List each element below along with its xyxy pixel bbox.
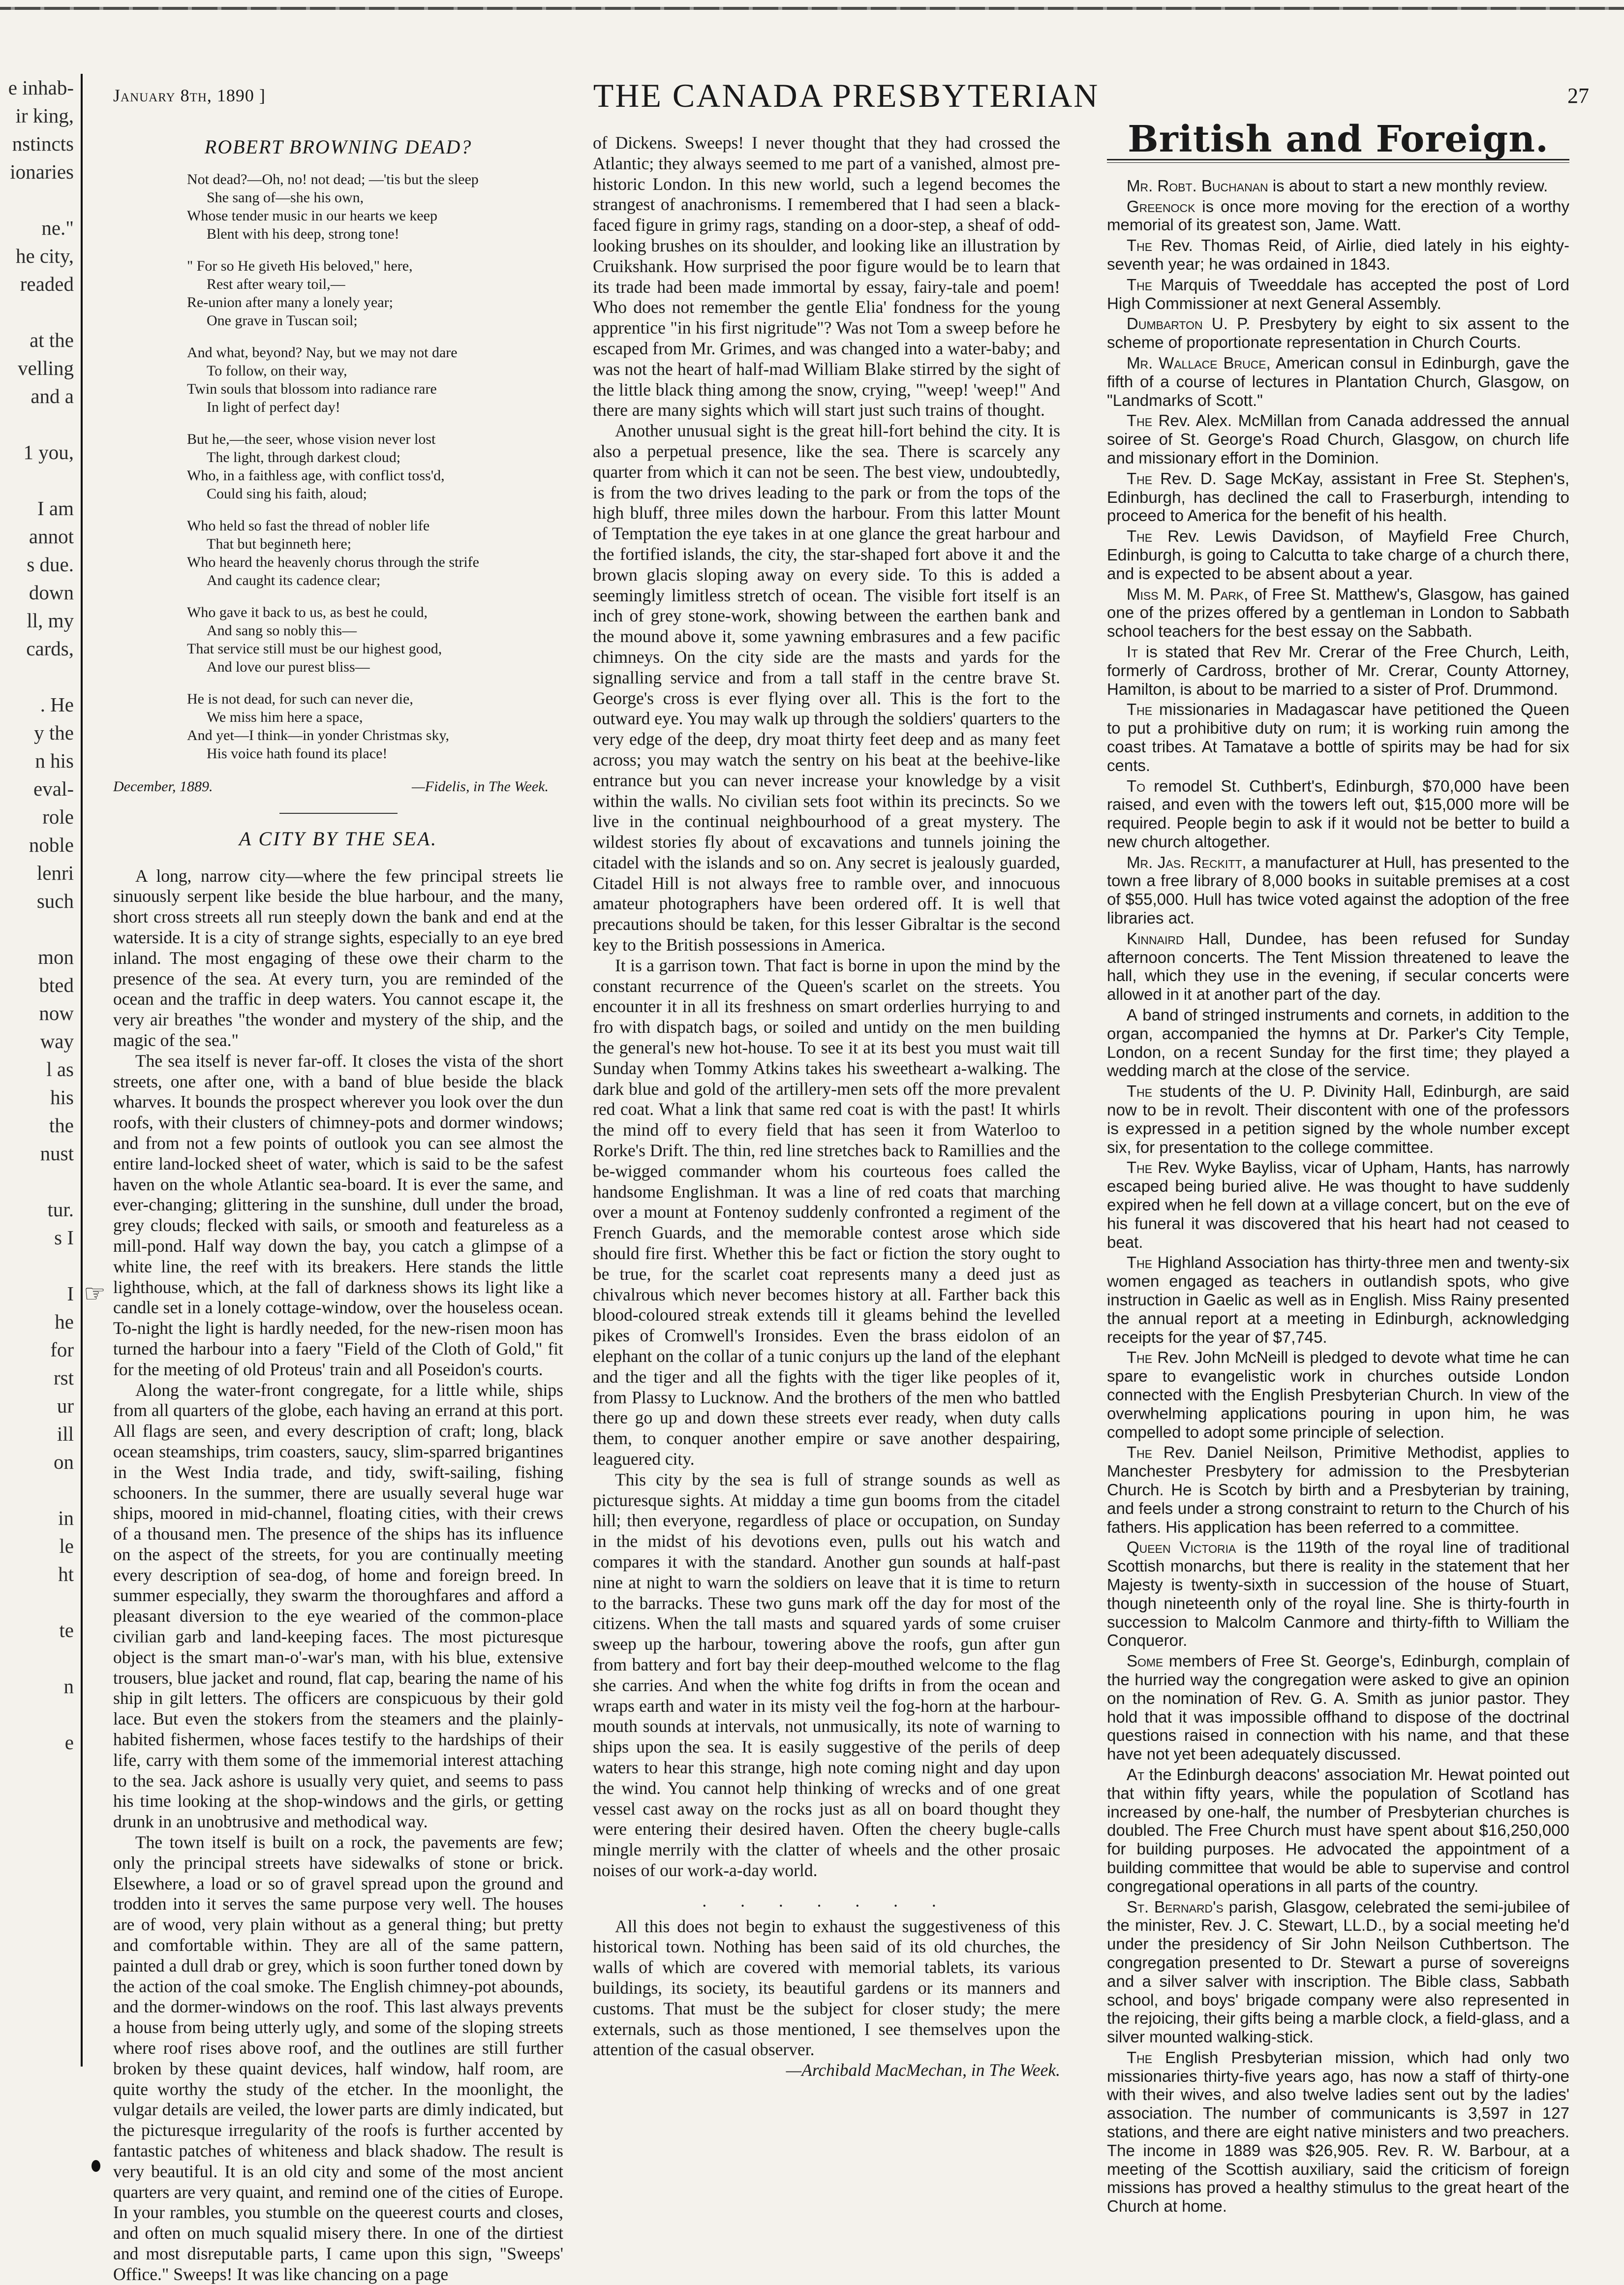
- news-item-text: U. P. Presbytery by eight to six assent to the scheme of proportionate representation in Church Courts.: [1107, 314, 1569, 352]
- news-item-text: Marquis of Tweeddale has accepted the post of Lord High Commissioner at next General Assembly.: [1107, 275, 1569, 312]
- article-part-2: [593, 133, 1060, 1881]
- news-item: [1107, 853, 1569, 927]
- news-item: [1107, 527, 1569, 583]
- news-item-text: missionaries in Madagascar have petitioned the Queen to put a prohibitive duty on rum; it is working ruin among the coast tribes. At Tamatave a bottle of spirits may be had for six cents.: [1107, 700, 1569, 774]
- poem-body: [113, 170, 563, 763]
- news-item: [1107, 1082, 1569, 1156]
- poem-line: Who, in a faithless age, with conflict toss'd,: [187, 467, 445, 484]
- poem-line: In light of perfect day!: [207, 399, 340, 415]
- news-item-lead: It: [1127, 642, 1138, 661]
- news-item-lead: The: [1127, 1348, 1153, 1367]
- news-item-text: is once more moving for the erection of a worthy memorial of its greatest son, Jame. Watt.: [1107, 197, 1569, 234]
- news-item-lead: Mr. Wallace Bruce: [1127, 353, 1266, 372]
- poem-line: Rest after weary toil,—: [207, 276, 345, 292]
- news-item-text: Rev. Thomas Reid, of Airlie, died lately in his eighty-seventh year; he was ordained in 1843.: [1107, 236, 1569, 273]
- news-item: [1107, 1158, 1569, 1251]
- news-item: [1107, 177, 1569, 195]
- news-item-text: Rev. John McNeill is pledged to devote what time he can spare to evangelistic work in churches outside London connected with the English Presbyterian Church. In view of the overwhelming applications pouring in upon him, he was compelled to adopt some principle of selection.: [1107, 1348, 1569, 1441]
- column-2: [593, 133, 1060, 2081]
- poem-line: He is not dead, for such can never die,: [187, 690, 413, 707]
- news-item: [1107, 1443, 1569, 1536]
- poem-line: But he,—the seer, whose vision never lost: [187, 431, 436, 447]
- news-item: [1107, 411, 1569, 467]
- poem-line: One grave in Tuscan soil;: [207, 312, 358, 329]
- news-item-lead: A: [1127, 1006, 1138, 1024]
- news-item-lead: The: [1127, 469, 1153, 488]
- poem-line: And yet—I think—in yonder Christmas sky,: [187, 727, 450, 743]
- article-signature: —Archibald MacMechan, in The Week.: [786, 2060, 1060, 2080]
- news-item-lead: Miss M. M. Park: [1127, 585, 1244, 603]
- article-paragraph: The town itself is built on a rock, the pavements are few; only the principal streets have sidewalks of stone or brick. Elsewhere, a load or so of gravel spread upon the ground and trodden into it serves the same purpose very well. The houses are of wood, very plain without as a general thing; but pretty and comfortable within. They are all of the same pattern, painted a dull drab or grey, which is soon further toned down by the action of the coal smoke. The English chimney-pot abounds, and the dormer-windows on the roof. This last always prevents a house from being utterly ugly, and some of the sloping streets where roof rises above roof, and the outlines are still further broken by these quaint devices, half window, half room, are quite worthy the study of the etcher. In the moonlight, the vulgar details are veiled, the lower parts are dimly indicated, but the picturesque irregularity of the roofs is further accented by fantastic patches of whiteness and black shadow. The result is very beautiful. It is an old city and some of the most ancient quarters are very quaint, and remind one of the cities of Europe. In your rambles, you stumble on the queerest courts and closes, and often on much squalid misery there. In one of the dirtiest and most disreputable parts, I came upon this sign, "Sweeps' Office." Sweeps! It was like chancing on a page: [113, 1832, 563, 2284]
- news-item-text: band of stringed instruments and cornets, in addition to the organ, accompanied the hymns at Dr. Parker's City Temple, London, on a recent Sunday for the first time; they played a wedding march at the close of the service.: [1107, 1006, 1569, 1080]
- poem-line: " For so He giveth His beloved," here,: [187, 257, 413, 274]
- poem-line: Who gave it back to us, as best he could,: [187, 604, 428, 620]
- article-paragraph: It is a garrison town. That fact is borne in upon the mind by the constant recurrence of the Queen's scarlet on the streets. You encounter it in all its freshness on smart orderlies hurrying to and fro with dispatch bags, or soiled and untidy on the men building the general's new hot-house. To see it at its best you must wait till Sunday when Tommy Atkins takes his sweetheart a-walking. The dark blue and gold of the artillery-men sets off the more prevalent red coat. What a link that same red coat is with the past! It whirls the mind off to every field that has seen it from Waterloo to Rorke's Drift. The thin, red line stretches back to Ramillies and the be-wigged commander whom his courteous foes called the handsome Englishman. It was a line of red coats that marching over a mount at Fontenoy suddenly confronted a regiment of the French Guards, and the memorable contest arose which side should fire first. Whether this be fact or fiction the story ought to be true, for the scarlet coat represents many a deed just as chivalrous which never becomes history at all. Farther back this blood-coloured streak extends till it gleams behind the levelled pikes of Cromwell's Ironsides. Even the brass eidolon of an elephant on the collar of a tunic conjurs up the land of the elephant and the tiger and all the fights with the tiger like peoples of it, from Plassy to Lucknow. And the brothers of the men who battled there go up and down these streets ever ready, when duty calls them, to conquer another empire or save another despairing, leaguered city.: [593, 955, 1060, 1469]
- poem-line: Blent with his deep, strong tone!: [207, 225, 399, 242]
- separator-rule: [279, 813, 398, 814]
- news-item-text: is stated that Rev Mr. Crerar of the Free Church, Leith, formerly of Cardross, brother of Mr. Crerar, County Attorney, Hamilton, is about to be married to a sister of Prof. Drummond.: [1107, 642, 1569, 698]
- section-dots: . . . . . . .: [702, 1890, 951, 1911]
- news-item-lead: St. Bernard's: [1127, 1897, 1224, 1916]
- news-item: [1107, 1253, 1569, 1346]
- news-item-text: , a manufacturer at Hull, has presented to the town a free library of 8,000 books in suitable premises at a cost of $55,000. Hull has twice voted against the adoption of the free libraries act.: [1107, 853, 1569, 927]
- poem-line: And love our purest bliss—: [207, 658, 370, 675]
- news-item-text: is the 119th of the royal line of traditional Scottish monarchs, but there is reality in the statement that her Majesty is twenty-sixth in succession of the house of Stuart, though nineteenth only of the royal line. She is thirty-fourth in succession to Malcolm Canmore and thirty-fifth to William the Conqueror.: [1107, 1538, 1569, 1650]
- news-item-text: Rev. Alex. McMillan from Canada addressed the annual soiree of St. George's Road Church, Glasgow, on church life and missionary effort in the Dominion.: [1107, 411, 1569, 467]
- margin-mark: ☞: [84, 1280, 106, 1307]
- news-item-text: is about to start a new monthly review.: [1268, 176, 1548, 195]
- section-title: British and Foreign.: [1128, 118, 1549, 160]
- news-item: [1107, 777, 1569, 851]
- news-item: [1107, 197, 1569, 235]
- poem-line: And what, beyond? Nay, but we may not dare: [187, 344, 458, 361]
- article-paragraph: Along the water-front congregate, for a little while, ships from all quarters of the globe, each having an errand at this port. All flags are seen, and every description of craft; long, black ocean steamships, trim coasters, saucy, slim-sparred brigantines in the West India trade, and tidy, swift-sailing, fishing schooners. In the summer, there are usually several huge war ships, moored in mid-channel, floating cities, with their crews of a thousand men. The presence of the ships has its influence on the aspect of the streets, for you are continually meeting every description of sea-dog, of home and foreign breed. In summer especially, they swarm the thoroughfares and afford a pleasant diversion to the eye wearied of the common-place civilian garb and land-keeping faces. The most picturesque object is the smart man-o'-war's man, with his blue, extensive trousers, blue jacket and round, flat cap, bearing the name of his ship in gilt letters. The officers are conspicuous by their gold lace. But even the stokers from the steamers and the plainly-habited fishermen, whose faces testify to the hardships of their life, carry with them some of the immemorial interest attaching to the sea. Jack ashore is usually very quiet, and seems to pass his time looking at the shop-windows and the girls, or getting drunk in an unobtrusive and methodical way.: [113, 1380, 563, 1832]
- poem-footer: [113, 776, 563, 798]
- news-item-text: Rev. Wyke Bayliss, vicar of Upham, Hants, has narrowly escaped being buried alive. He was thought to have suddenly expired when he fell down at a village concert, but on the eve of his funeral it was discovered that his heart had not ceased to beat.: [1107, 1158, 1569, 1251]
- news-item: [1107, 469, 1569, 525]
- news-item-text: Rev. Daniel Neilson, Primitive Methodist, applies to Manchester Presbytery for admission to the Presbyterian Church. He is Scotch by birth and a Presbyterian by training, and feels under a strong constraint to return to the Church of his fathers. His application has been referred to a committee.: [1107, 1443, 1569, 1536]
- issue-date: January 8th, 1890 ]: [113, 86, 266, 105]
- news-item: [1107, 1898, 1569, 2046]
- news-item-lead: The: [1127, 700, 1153, 719]
- masthead-title: THE CANADA PRESBYTERIAN: [593, 77, 1100, 114]
- poem-line: And caught its cadence clear;: [207, 572, 381, 588]
- news-item-text: remodel St. Cuthbert's, Edinburgh, $70,000 have been raised, and even with the towers left out, $15,000 more will be required. People begin to ask if it would not be better to build a new church altogether.: [1107, 776, 1569, 851]
- news-item-lead: Greenock: [1127, 197, 1195, 216]
- page-number: 27: [1567, 84, 1589, 108]
- poem-stanza: [187, 603, 563, 676]
- news-item-lead: Mr. Robt. Buchanan: [1127, 176, 1268, 195]
- news-item-lead: The: [1127, 236, 1153, 255]
- poem-line: And sang so nobly this—: [207, 622, 357, 639]
- news-item-lead: Mr. Jas. Reckitt: [1127, 853, 1242, 871]
- news-items: [1107, 177, 1569, 2216]
- news-item-lead: Dumbarton: [1127, 314, 1203, 333]
- news-item-lead: To: [1127, 776, 1146, 795]
- news-item-lead: The: [1127, 1443, 1153, 1462]
- news-item: [1107, 276, 1569, 313]
- news-item: [1107, 1538, 1569, 1650]
- poem-line: Not dead?—Oh, no! not dead; —'tis but the sleep: [187, 171, 479, 187]
- previous-page-fragment: e inhab- ir king, nstincts ionaries ne." he city, readed at the velling and a 1 you, I am annot s due. down ll, my cards, . He y the n his eval- role noble lenri such mon bted now way l as his the nust tur. s I I he for rst ur ill on in le ht te n e: [8, 76, 74, 1754]
- poem-line: His voice hath found its place!: [207, 745, 388, 762]
- poem-date: December, 1889.: [113, 778, 213, 795]
- article-paragraph: Another unusual sight is the great hill-fort behind the city. It is also a perpetual presence, like the sea. There is scarcely any quarter from which it can not be seen. The best view, undoubtedly, is from the two drives leading to the park or from the tops of the high bluff, three miles down the harbour. From this latter Mount of Temptation the eye takes in at one glance the great harbour and the fortified islands, the city, the star-shaped fort above it and the brown glacis sloping away on every side. To this is added a seemingly limitless stretch of ocean. The visible fort itself is an inch of grey stone-work, showing between the earthen bank and the mound above it, some yawning embrasures and a few pacific chimneys. On the city side are the masts and yards for the signalling service and from a tall staff in the centre brave St. George's cross is ever flying over all. This is the fort to the outward eye. You may walk up through the soldiers' quarters to the very edge of the deep, dry moat thirty feet deep and as many feet across; you may watch the sentry on his beat at the beehive-like entrance but you can never increase your knowledge by a visit within the walls. No civilian sets foot within its precincts. So we live in the continual neighbourhood of a great mystery. The wildest stories fly about of excavations and tunnels joining the citadel with the islands and so on. Any secret is jealously guarded, Citadel Hill is not always free to ramble over, and innocuous amateur photographers have been ordered off. It is well that precautions should be taken, for this lesser Gibraltar is the second key to the British possessions in America.: [593, 421, 1060, 955]
- news-item: [1107, 1652, 1569, 1763]
- news-item-lead: At: [1127, 1765, 1145, 1784]
- poem-stanza: [187, 430, 563, 503]
- article-paragraph: The sea itself is never far-off. It closes the vista of the short streets, one after one, with a band of blue beside the black wharves. It bounds the prospect wherever you look over the dun roofs, with their clusters of chimney-pots and dormer windows; and from not a few points of outlook you can see almost the entire land-locked sheet of water, which is said to be the safest haven on the whole Atlantic sea-board. It is ever the same, and ever-changing; glittering in the sunshine, dull under the broad, grey clouds; flecked with sails, or smooth and featureless as a mill-pond. Half way down the bay, you catch a glimpse of a white line, the reef with its breakers. Here stands the little lighthouse, which, at the fall of darkness shows its light like a candle set in a lonely cottage-window, over the houseless ocean. To-night the light is hardly needed, for the new-risen moon has turned the harbour into a faery "Field of the Cloth of Gold," fit for the meeting of old Proteus' train and all Poseidon's courts.: [113, 1050, 563, 1379]
- news-item-text: Hall, Dundee, has been refused for Sunday afternoon concerts. The Tent Mission threatened to leave the hall, which they use in the evening, if secular concerts were allowed in it at another part of the day.: [1107, 929, 1569, 1004]
- news-item: [1107, 585, 1569, 641]
- poem-stanza: [187, 343, 563, 416]
- article-paragraph: A long, narrow city—where the few principal streets lie sinuously serpent like beside the blue harbour, and the many, short cross streets all run steeply down the bank and end at the waterside. It is a city of strange sights, especially to an eye bred inland. The most engaging of these owe their charm to the presence of the sea. At every turn, you are reminded of the ocean and the traffic in deep waters. You cannot escape it, the very air breathes "the wonder and mystery of the ship, and the magic of the sea.": [113, 865, 563, 1050]
- news-item: [1107, 700, 1569, 774]
- top-border: [0, 7, 1624, 10]
- poem-line: Twin souls that blossom into radiance rare: [187, 380, 437, 397]
- news-item-text: Highland Association has thirty-three men and twenty-six women engaged as teachers in outlandish spots, who give instruction in Gaelic as well as in English. Miss Rainy presented the annual report at a meeting in Edinburgh, acknowledging receipts for the year of $7,745.: [1107, 1253, 1569, 1346]
- news-item-text: English Presbyterian mission, which had only two missionaries thirty-five years ago, has now a staff of thirty-one with their wives, and also twelve ladies sent out by the ladies' association. The number of communicants is 3,597 in 127 stations, and there are eight native ministers and two preachers. The income in 1889 was $26,905. Rev. R. W. Barbour, at a meeting of the Scottish auxiliary, said the criticism of foreign missions has proved a healthy stimulus to the great heart of the Church at home.: [1107, 2048, 1569, 2216]
- poem-line: To follow, on their way,: [207, 362, 347, 379]
- poem-line: Re-union after many a lonely year;: [187, 294, 394, 310]
- article-title: A CITY BY THE SEA.: [239, 827, 438, 850]
- poem-signature: —Fidelis, in The Week.: [411, 778, 549, 795]
- poem-stanza: [187, 517, 563, 589]
- article-paragraph: of Dickens. Sweeps! I never thought that they had crossed the Atlantic; they always seemed to me part of a vanished, almost pre-historic London. In this new world, such a legend becomes the strangest of anachronisms. I remembered that I had seen a black-faced figure in grimy rags, standing on a door-step, a sheaf of odd-looking brushes on its shoulder, and looking like an illustration by Cruikshank. How surprised the poor figure would be to learn that its trade had been made immortal by essay, fairy-tale and poem! Who does not remember the gentle Elia' fondness for the young apprentice "in his first nigritude"? Was not Tom a sweep before he escaped from Mr. Grimes, and was changed into a water-baby; and was not the heart of half-mad William Blake stirred by the sight of the little black thing among the snow, crying, "'weep! 'weep!" And there are many sights which will start just such trains of thought.: [593, 133, 1060, 420]
- news-item-lead: The: [1127, 1082, 1153, 1101]
- news-item-lead: The: [1127, 1253, 1153, 1272]
- news-item: [1107, 2048, 1569, 2216]
- news-item: [1107, 314, 1569, 352]
- article-part-1: [113, 866, 563, 2285]
- column-3: [1107, 118, 1570, 2218]
- news-item-text: Rev. Lewis Davidson, of Mayfield Free Church, Edinburgh, is going to Calcutta to take charge of a church there, and is expected to be absent about a year.: [1107, 527, 1569, 583]
- poem-line: The light, through darkest cloud;: [207, 449, 401, 465]
- news-item: [1107, 1765, 1569, 1896]
- poem-line: Who held so fast the thread of nobler life: [187, 517, 430, 534]
- news-item-text: parish, Glasgow, celebrated the semi-jubilee of the minister, Rev. J. C. Stewart, LL.D., by a social meeting he'd under the presidency of Sir John Neilson Cuthbertson. The congregation presented to Dr. Stewart a purse of sovereigns and a silver salver with inscription. The Bible class, Sabbath school, and boys' brigade company were also represented in the rejoicing, their gifts being a marble clock, a field-glass, and a silver mounted walking-stick.: [1107, 1897, 1570, 2046]
- news-item-lead: The: [1127, 411, 1153, 430]
- news-item-text: , of Free St. Matthew's, Glasgow, has gained one of the prizes offered by a gentleman in London to Sabbath school teachers for the best essay on the Sabbath.: [1107, 585, 1569, 641]
- news-item: [1107, 236, 1569, 274]
- poem-line: We miss him here a space,: [207, 709, 363, 725]
- news-item-lead: The: [1127, 1158, 1153, 1177]
- poem-line: Whose tender music in our hearts we keep: [187, 207, 437, 224]
- poem-line: That but beginneth here;: [207, 535, 352, 552]
- poem-line: Could sing his faith, aloud;: [207, 485, 367, 502]
- poem-line: She sang of—she his own,: [207, 189, 364, 206]
- margin-dot: [92, 2160, 100, 2172]
- poem-stanza: [187, 170, 563, 243]
- news-item-text: members of Free St. George's, Edinburgh, complain of the hurried way the congregation were asked to give an opinion on the nomination of Rev. G. A. Smith as junior pastor. They hold that it was impossible offhand to dispose of the doctrinal questions raised in connection with his name, and that these have not yet been adequately discussed.: [1107, 1652, 1569, 1763]
- page-gutter: [81, 74, 83, 2067]
- news-item-text: students of the U. P. Divinity Hall, Edinburgh, are said now to be in revolt. Their discontent with one of the professors is expressed in a petition signed by the whole number except six, for presentation to the college committee.: [1107, 1082, 1569, 1156]
- poem-line: Who heard the heavenly chorus through the strife: [187, 554, 479, 570]
- poem-title: ROBERT BROWNING DEAD?: [204, 136, 472, 158]
- news-item: [1107, 1006, 1569, 1080]
- news-item-text: , American consul in Edinburgh, gave the fifth of a course of lectures in Plantation Church, Glasgow, on "Landmarks of Scott.": [1107, 353, 1569, 409]
- article-closing: All this does not begin to exhaust the suggestiveness of this historical town. Nothing has been said of its old churches, the walls of which are covered with memorial tablets, its various buildings, its society, its beautiful gardens or its manners and customs. That must be the subject for closer study; the mere externals, such as those mentioned, I see themselves upon the attention of the casual observer.: [593, 1916, 1060, 2060]
- news-item: [1107, 354, 1569, 409]
- news-item-lead: The: [1127, 275, 1153, 294]
- column-1: [113, 133, 563, 2285]
- news-item: [1107, 643, 1569, 698]
- poem-line: That service still must be our highest good,: [187, 640, 442, 657]
- news-item-text: the Edinburgh deacons' association Mr. Hewat pointed out that within fifty years, while the population of Scotland has increased by one-half, the number of Presbyterian churches is doubled. The Free Church must have spent about $16,250,000 for building purposes. He advocated the appointment of a building committee that would be able to supervise and control congregational operations in all parts of the country.: [1107, 1765, 1569, 1895]
- news-item-lead: Some: [1127, 1652, 1164, 1670]
- news-item-lead: Queen Victoria: [1127, 1538, 1236, 1557]
- news-item: [1107, 1348, 1569, 1441]
- article-paragraph: This city by the sea is full of strange sounds as well as picturesque sights. At midday a time gun booms from the citadel hill; then everyone, regardless of place or occupation, on Sunday in the midst of his devotions even, pulls out his watch and compares it with the standard. Another gun sounds at half-past nine at night to warn the soldiers on leave that it is time to return to the barracks. These two guns mark off the day for most of the citizens. When the tall masts and squared yards of some cruiser sweep up the harbour, towering above the roofs, gun after gun from battery and fort bay their deep-mouthed welcome to the flag she carries. And when the white fog drifts in from the ocean and wraps earth and water in its misty veil the fog-horn at the harbour-mouth sounds at intervals, not unmusically, its note of warning to ships upon the sea. It is easily suggestive of the perils of deep waters to hear this strange, high note coming night and day upon the wind. You cannot help thinking of wrecks and of one great vessel cast away on the rocks just as all on board thought they were entering their desired haven. Often the cheery bugle-calls mingle merrily with the clatter of wheels and the other prosaic noises of our work-a-day world.: [593, 1469, 1060, 1880]
- news-item-lead: The: [1127, 2048, 1153, 2067]
- news-item: [1107, 929, 1569, 1004]
- news-item-lead: Kinnaird: [1127, 929, 1184, 948]
- poem-stanza: [187, 257, 563, 330]
- news-item-lead: The: [1127, 527, 1153, 546]
- poem-stanza: [187, 690, 563, 763]
- news-item-text: Rev. D. Sage McKay, assistant in Free St. Stephen's, Edinburgh, has declined the call to Fraserburgh, intending to proceed to America for the benefit of his health.: [1107, 469, 1569, 525]
